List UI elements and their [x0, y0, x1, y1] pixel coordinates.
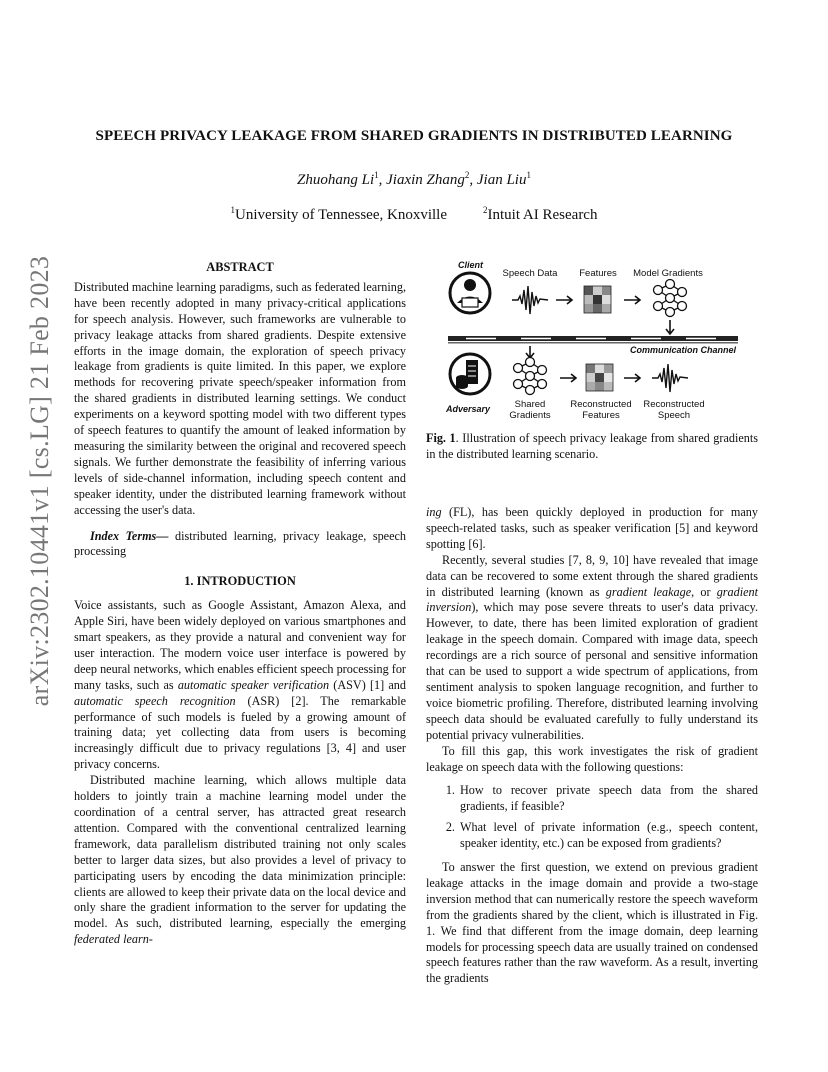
italic-text-run: federated learn-: [74, 932, 153, 947]
paper-title: SPEECH PRIVACY LEAKAGE FROM SHARED GRADIENTS IN DISTRIBUTED LEARNING: [95, 128, 733, 144]
text-run: ), which may pose severe threats to user's data privacy. However, to date, there has been limited exploration of gradient leakage in the speech domain. Compared with image data, speech recordings are a rich source of personal and sensitive information that can be used to support a wide spectrum of applications, from sentiment analysis to spoken language recognition, and further to voice biometric profiling. Therefore, distributed learning involving speech data should be evaluated carefully to fully understand its potential privacy vulnerabilities.: [426, 600, 758, 742]
list-item: 1. How to recover private speech data from the shared gradients, if feasible?: [458, 783, 758, 815]
arrow-icon: [624, 296, 640, 304]
client-user-icon: [450, 273, 490, 313]
author-affiliation-mark: 1: [374, 170, 379, 180]
abstract-heading: ABSTRACT: [206, 260, 274, 274]
arxiv-sidebar: [20, 255, 60, 707]
arrow-icon: [624, 374, 640, 382]
text-run: Recently, several studies [7, 8, 9, 10] have revealed that image data can be recovered to some extent through the shared gradients in distributed learning (known as: [426, 552, 758, 599]
index-terms-text: distributed learning, privacy leakage, speech processing: [74, 528, 406, 559]
text-run: , or: [691, 584, 717, 599]
research-questions-list: [426, 783, 758, 852]
intro-paragraph-2: [74, 773, 406, 948]
neural-network-icon: [654, 280, 687, 317]
intro-paragraph-5: To answer the first question, we extend on previous gradient leakage attacks in the image domain and provide a two-stage inversion method that can numerically restore the speech waveform from the gradients shared by the client, which is illustrated in Fig. 1. We find that different from the image domain, deep learning models for processing speech data are usually trained on condensed speech features rather than the raw waveform. As a result, inverting the gradients: [426, 860, 758, 986]
text-run: (ASR) [2]. The remarkable performance of such models is fueled by a growing amount of training data; yet collecting data from users is becoming increasingly difficult due to privacy regulations [3, 4] and user privacy concerns.: [74, 693, 407, 772]
reconstructed-speech-label-line2: Speech: [657, 410, 691, 421]
arrow-icon: [556, 296, 572, 304]
right-column: [426, 505, 758, 987]
author-name: Jiaxin Zhang: [386, 172, 465, 188]
affiliation-mark: 1: [230, 205, 236, 215]
intro-heading: 1. INTRODUCTION: [184, 574, 296, 589]
author-list: Zhuohang Li$^1$, Jiaxin Zhang$^2$, Jian Liu$^1$: [297, 170, 531, 188]
affiliation-name: Intuit AI Research: [487, 207, 598, 223]
abstract-text: Distributed machine learning paradigms, such as federated learning, have been recently adopted in many privacy-critical applications for speech analysis. However, such frameworks are vulnerable to privacy leakage attacks from shared gradients. Despite extensive efforts in the image domain, the exploration of speech privacy leakage from gradients is quite limited. In this paper, we explore methods for recovering private speech/speaker information from the shared gradients in distributed learning settings. We conduct experiments on a keyword spotting model with two different types of speech features to quantify the amount of leaked information by measuring the similarity between the original and recovered speech signals. We further demonstrate the feasibility of inferring various levels of side-channel information, including speech content and speaker identity, under the distributed learning framework without accessing the user's data.: [74, 279, 406, 517]
author-name: Jian Liu: [476, 172, 527, 188]
caption-label: Fig. 1: [426, 431, 456, 445]
caption-text: . Illustration of speech privacy leakage from shared gradients in the distributed learning scenario.: [426, 431, 758, 461]
communication-channel-bar: [448, 336, 738, 344]
features-label: Features: [579, 268, 617, 279]
left-column: [74, 260, 406, 948]
features-grid-icon: [584, 286, 611, 313]
adversary-label: Adversary: [446, 404, 491, 414]
text-run: (ASV) [1] and: [329, 677, 406, 692]
model-gradients-label: Model Gradients: [633, 268, 703, 279]
affiliation-mark: 2: [483, 205, 488, 215]
reconstructed-features-grid-icon: [586, 364, 613, 391]
italic-text-run: gradient leakage: [605, 584, 692, 599]
intro-paragraph-1: [74, 598, 406, 773]
author-affiliation-mark: 1: [526, 170, 531, 180]
speech-waveform-icon: [512, 286, 548, 314]
italic-text-run: automatic speaker verification: [177, 677, 330, 692]
arrow-down-icon: [666, 320, 674, 334]
index-terms-label: Index Terms—: [90, 528, 169, 543]
neural-network-icon: [514, 358, 547, 395]
speech-data-label: Speech Data: [502, 268, 558, 279]
client-label: Client: [458, 260, 484, 270]
list-item: 2. What level of private information (e.g., speech content, speaker identity, etc.) can be exposed from gradients?: [458, 820, 758, 852]
reconstructed-speech-label-line1: Reconstructed: [643, 399, 705, 410]
affiliation-list: [60, 205, 768, 224]
arxiv-id: arXiv:2302.10441v1 [cs.LG] 21 Feb 2023: [25, 255, 54, 707]
intro-paragraph-4: To fill this gap, this work investigates the risk of gradient leakage on speech data with the following questions:: [426, 743, 758, 774]
adversary-server-icon: [450, 354, 490, 394]
italic-text-run: ing: [426, 505, 442, 519]
arrow-down-icon: [526, 346, 534, 358]
figure-1-caption: [426, 431, 758, 463]
affiliation-name: University of Tennessee, Knoxville: [235, 207, 447, 223]
reconstructed-waveform-icon: [652, 364, 688, 392]
figure-1: [426, 256, 758, 426]
text-run: Voice assistants, such as Google Assistant, Amazon Alexa, and Apple Siri, have been widely deployed on various smartphones and smart speakers, as they provide a natural and convenient way for user interaction. The modern voice user interface is powered by deep neural networks, which enables efficient speech processing for many tasks, such as: [74, 598, 406, 692]
shared-gradients-label-line1: Shared: [514, 399, 546, 410]
italic-text-run: gradient inversion: [426, 584, 759, 615]
intro-paragraph-3: [426, 553, 758, 744]
index-terms: [74, 529, 406, 561]
text-run: (FL), has been quickly deployed in production for many speech-related tasks, such as speaker verification [5] and keyword spotting [6].: [426, 505, 758, 551]
reconstructed-features-label-line1: Reconstructed: [570, 399, 632, 410]
text-run: Distributed machine learning, which allows multiple data holders to jointly train a machine learning model under the coordination of a central server, has attracted great research attention. Compared with the conventional centralized learning framework, data parallelism distributed training not only scales better to larger data sizes, but also provides a level of privacy to participating users by encoding the data minimization principle: clients are allowed to keep their private data on the local device and only share the gradient information to the server for updating the model. As such, distributed learning, especially the emerging: [74, 773, 406, 931]
intro-paragraph-2-continued: [426, 505, 758, 553]
shared-gradients-label-line2: Gradients: [509, 410, 551, 421]
author-affiliation-mark: 2: [464, 170, 470, 180]
reconstructed-features-label-line2: Features: [582, 410, 620, 421]
figure-1-illustration: [426, 256, 758, 426]
italic-text-run: automatic speech recognition: [74, 693, 236, 708]
arrow-icon: [560, 374, 576, 382]
author-name: Zhuohang Li: [297, 172, 375, 188]
channel-label: Communication Channel: [629, 345, 736, 355]
